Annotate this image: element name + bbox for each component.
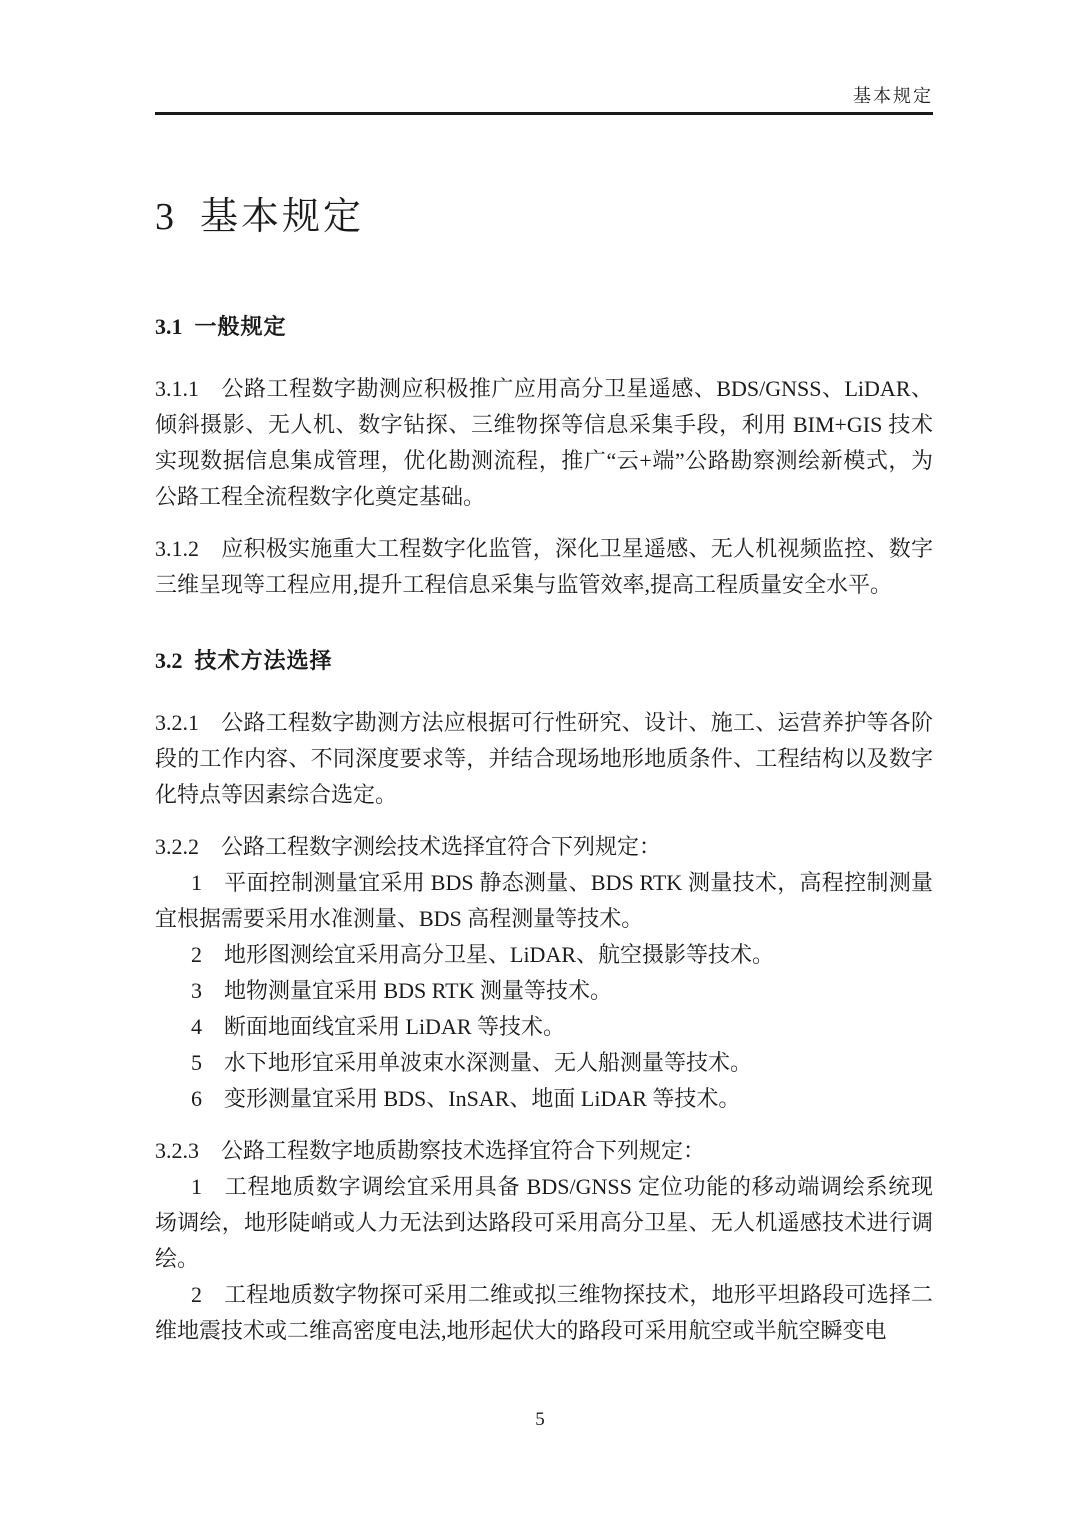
item-number: 4 xyxy=(191,1014,202,1039)
list-item-6 xyxy=(155,1081,933,1117)
item-text: 平面控制测量宜采用 BDS 静态测量、BDS RTK 测量技术，高程控制测量宜根据需要采用水准测量、BDS 高程测量等技术。 xyxy=(155,870,933,931)
item-number: 1 xyxy=(191,1174,202,1199)
item-text: 工程地质数字物探可采用二维或拟三维物探技术，地形平坦路段可选择二维地震技术或二维高密度电法,地形起伏大的路段可采用航空或半航空瞬变电 xyxy=(155,1282,933,1343)
clause-text: 公路工程数字测绘技术选择宜符合下列规定： xyxy=(221,834,662,859)
clause-number: 3.2.1 xyxy=(155,710,199,735)
item-text: 变形测量宜采用 BDS、InSAR、地面 LiDAR 等技术。 xyxy=(224,1086,741,1111)
section-number: 3.2 xyxy=(155,648,183,673)
list-item-1 xyxy=(155,865,933,937)
list-item-4 xyxy=(155,1009,933,1045)
clause-text: 公路工程数字勘测应积极推广应用高分卫星遥感、BDS/GNSS、LiDAR、倾斜摄影、无人机、数字钻探、三维物探等信息采集手段，利用 BIM+GIS 技术实现数据信息集成管理，优化勘测流程，推广“云+端”公路勘察测绘新模式，为公路工程全流程数字化奠定基础。 xyxy=(155,376,933,509)
clause-text: 应积极实施重大工程数字化监管，深化卫星遥感、无人机视频监控、数字三维呈现等工程应用,提升工程信息采集与监管效率,提高工程质量安全水平。 xyxy=(155,536,933,597)
clause-number: 3.1.2 xyxy=(155,536,199,561)
list-item-2 xyxy=(155,1277,933,1349)
clause-number: 3.2.2 xyxy=(155,834,199,859)
section-heading-3-1 xyxy=(155,313,933,341)
clause-3-1-1 xyxy=(155,371,933,515)
chapter-name: 基本规定 xyxy=(200,196,365,238)
clause-3-1-2 xyxy=(155,531,933,603)
item-text: 地物测量宜采用 BDS RTK 测量等技术。 xyxy=(224,978,612,1003)
item-text: 工程地质数字调绘宜采用具备 BDS/GNSS 定位功能的移动端调绘系统现场调绘，地形陡峭或人力无法到达路段可采用高分卫星、无人机遥感技术进行调绘。 xyxy=(155,1174,933,1271)
clause-text: 公路工程数字勘测方法应根据可行性研究、设计、施工、运营养护等各阶段的工作内容、不同深度要求等，并结合现场地形地质条件、工程结构以及数字化特点等因素综合选定。 xyxy=(155,710,933,807)
clause-number: 3.1.1 xyxy=(155,376,199,401)
clause-3-2-2 xyxy=(155,829,933,865)
section-number: 3.1 xyxy=(155,314,183,339)
item-number: 1 xyxy=(191,870,202,895)
page-number: 5 xyxy=(535,1409,545,1430)
running-header-title: 基本规定 xyxy=(853,86,933,106)
clause-number: 3.2.3 xyxy=(155,1138,199,1163)
header-rule xyxy=(155,112,933,115)
running-header xyxy=(155,0,933,108)
item-text: 断面地面线宜采用 LiDAR 等技术。 xyxy=(224,1014,566,1039)
chapter-title xyxy=(155,193,933,241)
page-content xyxy=(155,0,933,1349)
item-number: 6 xyxy=(191,1086,202,1111)
clause-text: 公路工程数字地质勘察技术选择宜符合下列规定： xyxy=(221,1138,706,1163)
item-number: 2 xyxy=(191,1282,202,1307)
item-text: 水下地形宜采用单波束水深测量、无人船测量等技术。 xyxy=(224,1050,753,1075)
section-title: 技术方法选择 xyxy=(194,648,333,673)
list-item-5 xyxy=(155,1045,933,1081)
list-item-1 xyxy=(155,1169,933,1277)
list-item-2 xyxy=(155,937,933,973)
section-heading-3-2 xyxy=(155,647,933,675)
item-number: 3 xyxy=(191,978,202,1003)
item-number: 5 xyxy=(191,1050,202,1075)
list-item-3 xyxy=(155,973,933,1009)
item-text: 地形图测绘宜采用高分卫星、LiDAR、航空摄影等技术。 xyxy=(224,942,775,967)
clause-3-2-3 xyxy=(155,1133,933,1169)
clause-3-2-1 xyxy=(155,705,933,813)
item-number: 2 xyxy=(191,942,202,967)
section-title: 一般规定 xyxy=(194,314,287,339)
chapter-number: 3 xyxy=(155,196,174,238)
